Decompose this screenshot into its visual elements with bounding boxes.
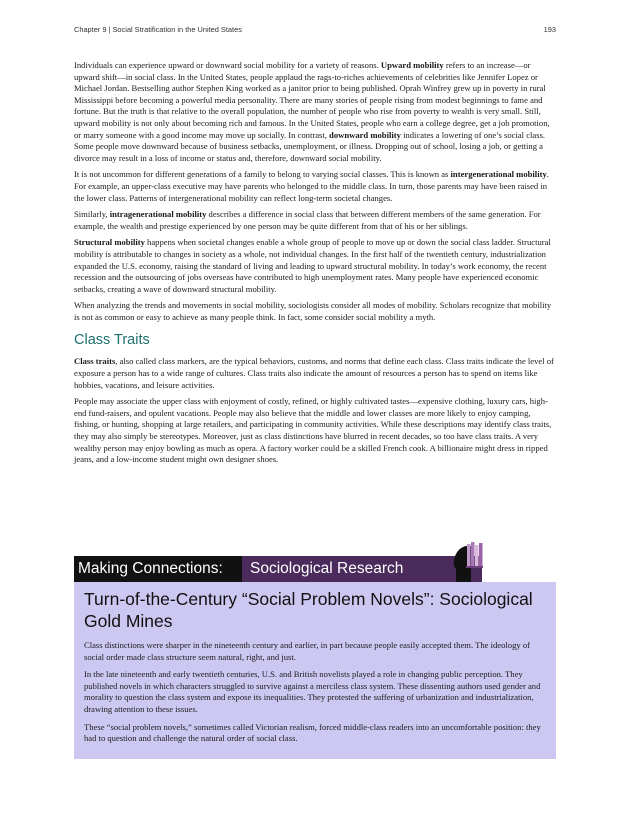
feature-paragraph-2: In the late nineteenth and early twentieth centuries, U.S. and British novelists played a role in changing public perception. They published novels in which characters struggled to survive against a merciless class system. These dissenting authors used gender and morality to question the class system and expose its inequalities. They protested the suffering of urbanization and industrialization, drawing attention to these issues. [84, 669, 541, 714]
term-class-traits: Class traits [74, 356, 116, 367]
term-downward-mobility: downward mobility [329, 129, 401, 140]
feature-paragraph-3: These “social problem novels,” sometimes called Victorian realism, forced middle-class readers into an uncomfortable position: they had to question and challenge the natural order of social class. [84, 721, 541, 744]
banner-label-sociological-research: Sociological Research [250, 560, 404, 577]
feature-paragraph-1: Class distinctions were sharper in the nineteenth century and earlier, in part because people easily accepted them. The ideology of social order made class structure seem natural, right, and just. [84, 640, 530, 662]
term-upward-mobility: Upward mobility [380, 60, 444, 70]
term-intragenerational-mobility: intragenerational mobility [109, 209, 207, 220]
banner-label-making-connections: Making Connections: [78, 560, 223, 577]
page-number: 193 [543, 25, 556, 34]
paragraph-analysis: When analyzing the trends and movements in social mobility, sociologists consider all modes of mobility. Scholars recognize that mobility is not as common or easy to achieve as many people think. In fact, some consider social mobility a myth. [74, 300, 552, 322]
term-intergenerational-mobility: intergenerational mobility [450, 169, 547, 180]
section-heading: Class Traits [74, 332, 150, 349]
paragraph-intergenerational: It is not uncommon for different generations of a family to belong to varying social classes. This is known as intergenerational mobility. For example, an upper-class executive may have parents who belonged to the middle class. In turn, those parents may have been raised in the lower class. Patterns of intergenerational mobility can reflect long-term societal changes. [74, 169, 549, 203]
body-text [74, 60, 556, 471]
chapter-title: Chapter 9 | Social Stratification in the United States [74, 25, 242, 34]
paragraph-class-traits: Class traits, also called class markers, are the typical behaviors, customs, and norms that define each class. Class traits indicate the level of exposure a person has to a wide range of cultures. Class traits also indicate the amount of resources a person has to spend on items like hobbies, vacations, and leisure activities. [74, 356, 554, 390]
making-connections-feature [74, 539, 556, 759]
paragraph-structural: Structural mobility happens when societal changes enable a whole group of people to move up or down the social class ladder. Structural mobility is attributable to changes in society as a whole, not individual changes. In the first half of the twentieth century, industrialization expanded the U.S. economy, raising the standard of living and leading to upward structural mobility. In today’s work economy, the recent recession and the outsourcing of jobs overseas have contributed to high unemployment rates. Many people have experienced economic setbacks, creating a wave of downward structural mobility. [74, 237, 551, 294]
feature-box [74, 582, 556, 759]
paragraph-stereotypes: People may associate the upper class with enjoyment of costly, refined, or highly cultivated tastes—expensive clothing, luxury cars, high-end fund-raisers, and opulent vacations. People may also believe that the middle and lower classes are more likely to enjoy camping, fishing, or hunting, shopping at large retailers, and participating in community activities. While these descriptions may identify class traits, they may also simply be stereotypes. Moreover, just as class distinctions have blurred in recent decades, so too have class traits. A very wealthy person may enjoy bowling as much as opera. A factory worker could be a skilled French cook. A billionaire might dress in ripped jeans, and a low-income student might own designer shoes. [74, 396, 552, 465]
feature-title: Turn-of-the-Century “Social Problem Novels”: Sociological Gold Mines [84, 589, 533, 631]
term-structural-mobility: Structural mobility [74, 237, 145, 248]
paragraph-upward-mobility: Individuals can experience upward or downward social mobility for a variety of reasons. Upward mobility refers to an increase—or upward shift—in social class. In the United States, people applaud the rags-to-riches achievements of celebrities like Jennifer Lopez or Michael Jordan. Bestselling author Stephen King worked as a janitor prior to being published. Oprah Winfrey grew up in poverty in rural Mississippi before becoming a powerful media personality. There are many stories of people rising from modest beginnings to fame and fortune. But the truth is that relative to the overall population, the number of people who rise from poverty to wealth is very small. Still, upward mobility is not only about becoming rich and famous. In the United States, people who earn a college degree, get a job promotion, or marry someone with a good income may move up socially. In contrast, downward mobility indicates a lowering of one’s social class. Some people move downward because of business setbacks, unemployment, or illness. Dropping out of school, losing a job, or getting a divorce may result in a loss of income or status and, therefore, downward social mobility. [74, 60, 550, 163]
paragraph-intragenerational: Similarly, intragenerational mobility describes a difference in social class that between different members of the same generation. For example, the wealth and prestige experienced by one person may be quite different from that of his or her siblings. [74, 209, 541, 231]
books-head-icon [452, 539, 484, 582]
running-header [74, 25, 556, 39]
feature-banner [74, 539, 556, 582]
